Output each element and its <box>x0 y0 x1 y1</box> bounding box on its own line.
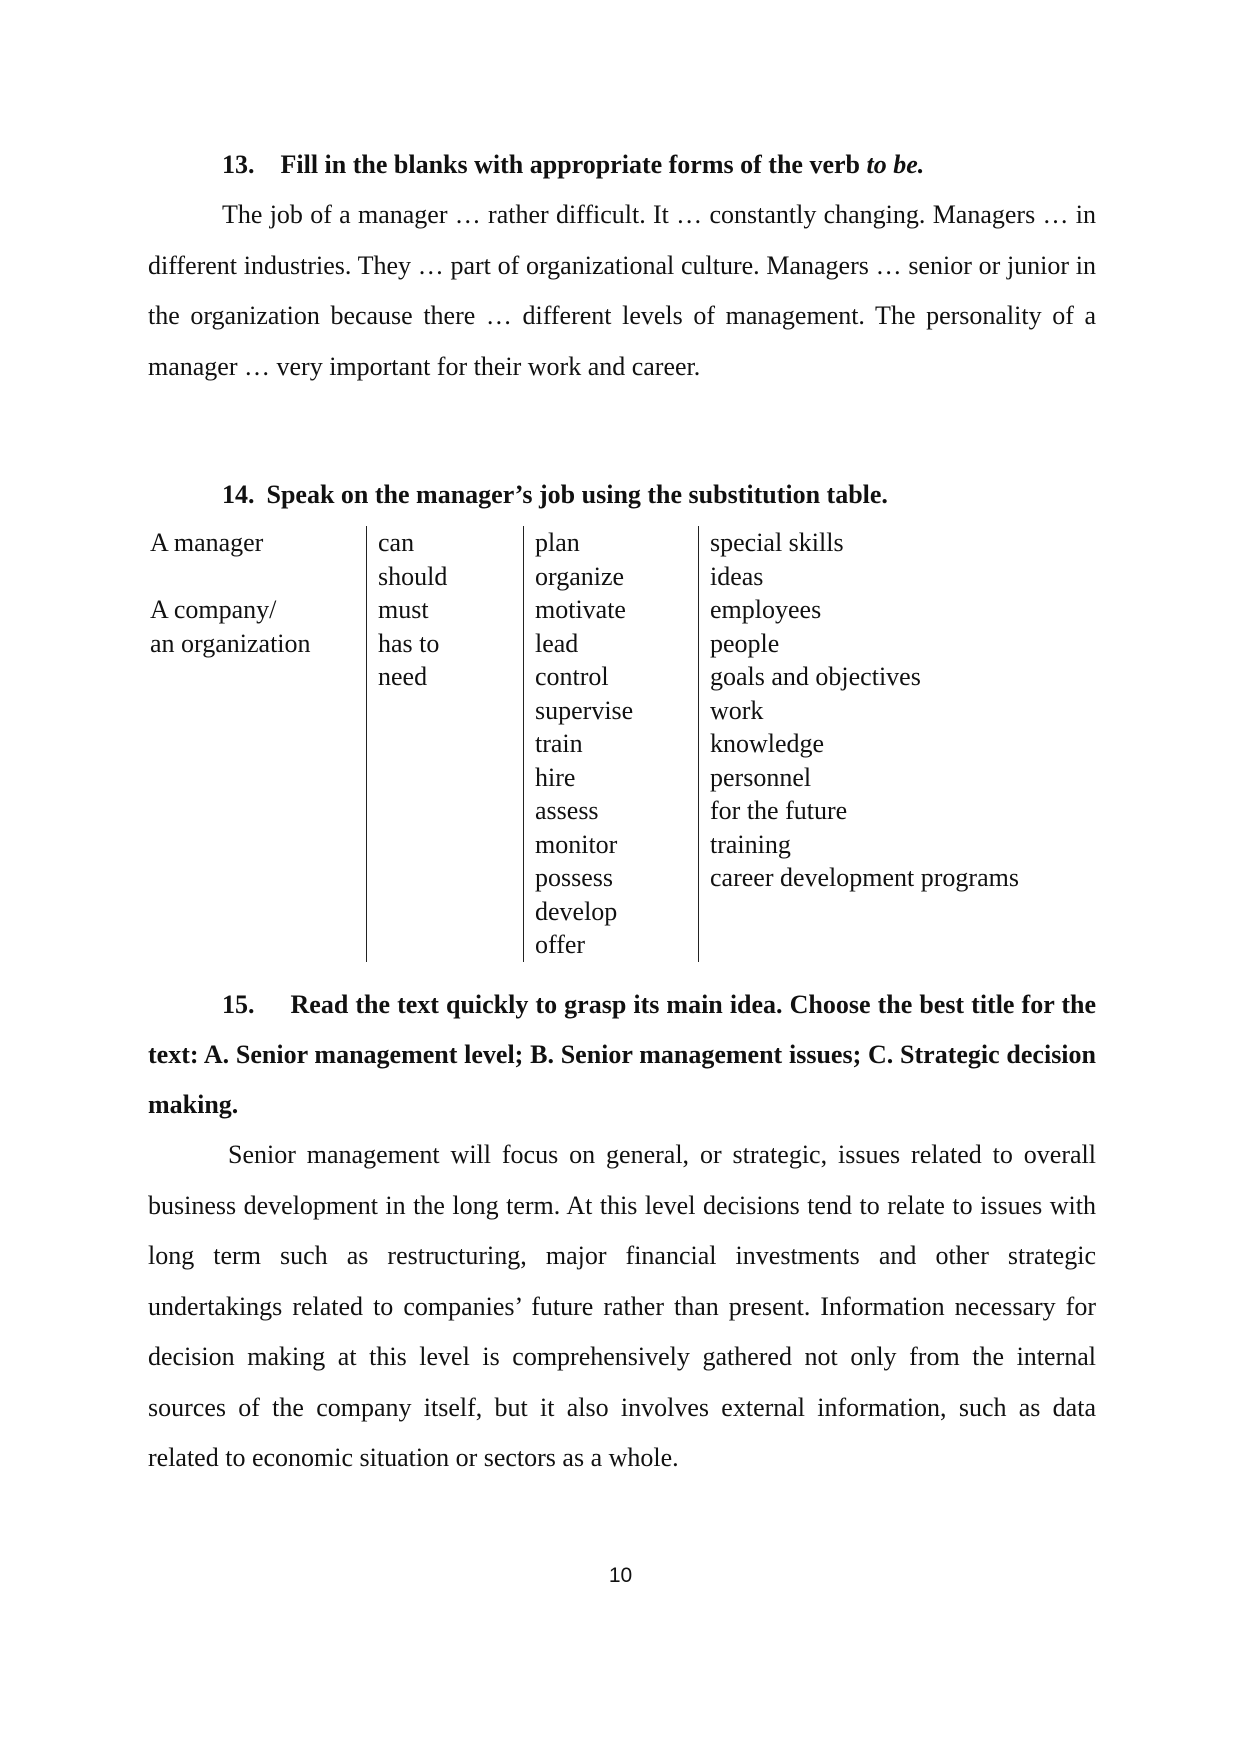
verb-cell: develop <box>535 896 618 926</box>
exercise-13-title: Fill in the blanks with appropriate forms of the verb <box>280 150 867 179</box>
verb-cell: plan <box>535 528 580 557</box>
subject-cell: an organization <box>150 628 311 658</box>
verb-cell: supervise <box>535 695 634 725</box>
objects-column <box>710 526 1019 895</box>
object-cell: personnel <box>710 762 812 792</box>
subject-cell <box>150 560 311 594</box>
verb-cell: monitor <box>535 829 618 859</box>
object-cell: ideas <box>710 561 764 591</box>
modal-cell: need <box>378 662 428 691</box>
column-divider <box>366 526 367 962</box>
modal-cell: must <box>378 595 429 624</box>
verb-cell: lead <box>535 628 579 658</box>
exercise-13-number: 13. <box>222 150 255 179</box>
subjects-column <box>150 526 311 660</box>
exercise-13-heading <box>148 140 1096 190</box>
object-cell: for the future <box>710 796 848 825</box>
verb-cell: train <box>535 729 583 758</box>
object-cell: people <box>710 628 780 658</box>
object-cell: goals and objectives <box>710 662 921 691</box>
exercise-14 <box>148 470 1096 520</box>
object-cell: knowledge <box>710 729 825 758</box>
column-divider <box>523 526 524 962</box>
verb-cell: assess <box>535 796 599 825</box>
exercise-14-number: 14. <box>222 480 255 509</box>
page-number: 10 <box>608 1564 633 1587</box>
exercise-13-text: The job of a manager … rather difficult. It … constantly changing. Managers … in different industries. They … part of organizational culture. Managers … senior or junior in the organization because there … different levels of management. The personality of a manager … very important for their work and career. <box>148 200 1096 381</box>
object-cell: special skills <box>710 528 844 557</box>
exercise-14-heading <box>148 470 1096 520</box>
object-cell: work <box>710 695 764 725</box>
object-cell: employees <box>710 595 822 624</box>
verb-cell: organize <box>535 561 625 591</box>
object-cell: training <box>710 829 791 859</box>
exercise-13 <box>148 140 1096 392</box>
subject-cell: A company/ <box>150 595 277 624</box>
modal-cell: should <box>378 561 448 591</box>
modal-cell: has to <box>378 628 440 658</box>
verb-cell: possess <box>535 863 614 892</box>
column-divider <box>698 526 699 962</box>
verb-cell: offer <box>535 930 586 959</box>
object-cell: career development programs <box>710 863 1019 892</box>
modals-column <box>378 526 447 694</box>
exercise-15-number: 15. <box>222 990 255 1019</box>
verb-cell: motivate <box>535 595 626 624</box>
subject-cell: A manager <box>150 528 264 557</box>
exercise-14-title: Speak on the manager’s job using the substitution table. <box>266 480 888 509</box>
modal-cell: can <box>378 528 415 557</box>
verb-cell: hire <box>535 762 576 792</box>
exercise-13-title-italic: to be. <box>866 150 925 179</box>
exercise-15-text: Senior management will focus on general, or strategic, issues related to overall business development in the long term. At this level decisions tend to relate to issues with long term such as restructuring, major financial investments and other strategic undertakings related to companies’ future rather than present. Information necessary for decision making at this level is comprehensively gathered not only from the internal sources of the company itself, but it also involves external information, such as data related to economic situation or sectors as a whole. <box>148 1140 1096 1472</box>
exercise-15-heading <box>148 980 1096 1130</box>
exercise-15 <box>148 980 1096 1484</box>
verb-cell: control <box>535 662 609 691</box>
verbs-column <box>535 526 633 962</box>
exercise-15-title: Read the text quickly to grasp its main idea. Choose the best title for the text: A. Senior management level; B. Senior management issues; C. Strategic decision making. <box>148 990 1096 1119</box>
